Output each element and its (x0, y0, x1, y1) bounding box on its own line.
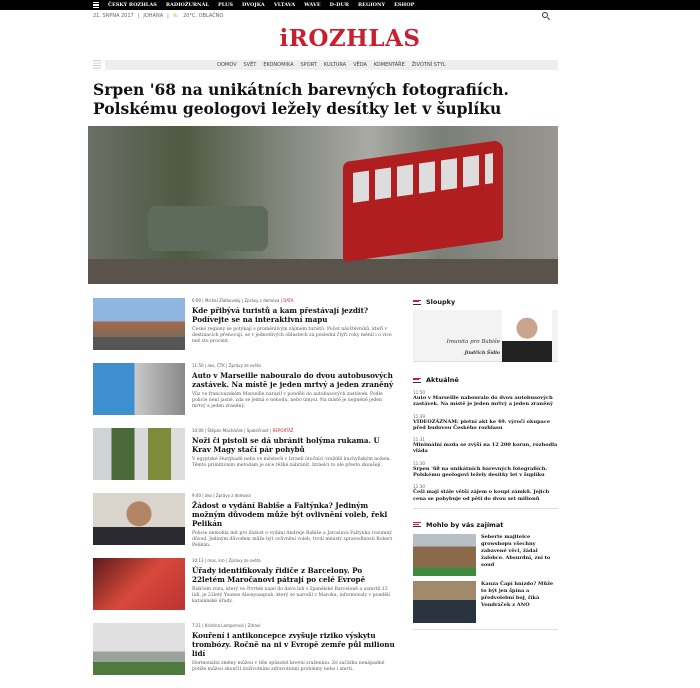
nav-menu-icon[interactable] (93, 60, 101, 70)
news-item[interactable]: 11:31 Minimální mzda se zvýší na 12 200 korun, rozhodla vláda (413, 437, 558, 455)
news-heading: Aktuálně (413, 376, 558, 384)
logo[interactable]: iROZHLAS (279, 25, 421, 52)
article-thumbnail[interactable] (93, 493, 185, 545)
nameday: JOHANA (143, 13, 164, 19)
article-title[interactable]: Noži či pistoli se dá ubránit holýma rukama. U Krav Magy stačí pár pohybů (192, 436, 380, 454)
article-thumbnail[interactable] (93, 558, 185, 610)
article-desc: Řidičem vozu, který ve čtvrtek najel do davu lidí v španělské Barceloně a usmrtil 13 lidí, je 22letý Younes Abouyaaqoub, který se narodil v Maroku, informovaly v pondělí katalánské úřady. (192, 587, 390, 605)
article-item[interactable]: 10:13 | mos, kro | Zprávy ze světa Úřady identifikovaly řidiče z Barcelony. Po 22letém Maročanovi pátrají po celé Evropě Řidičem vozu, který ve čtvrtek najel do davu lidí v španělské Barceloně a usmrtil 13 lidí, je 22letý Younes Abouyaaqoub, který se narodil v Maroku, informovaly v pondělí katalánské úřady. (93, 558, 396, 623)
article-tag[interactable]: DATA (283, 298, 294, 303)
news-item[interactable]: 11:30 Češi mají stále větší zájem o koupi zámků. Jejich cena se pohybuje od pěti do dvou set milionů (413, 484, 550, 502)
column-card[interactable] (413, 310, 558, 362)
article-item[interactable]: 6:00 | Michal Zlatkovský | Zprávy z domova | DATA Kde přibývá turistů a kam přestávají jezdit? Podívejte se na interaktivní mapu České regiony se potýkají s proměnlivým zájmem turistů. Počet návštěvníků, kteří v destinacích přenocují, se v jednotlivých oblastech za poslední čtyři roky měnil i o více než sto procent. (93, 298, 396, 363)
columns-heading: Sloupky (413, 298, 558, 306)
article-title[interactable]: Žádost o vydání Babiše a Faltýnka? Jediným možným důvodem může být ovlivnění voleb, řekl Pelikán (192, 501, 388, 528)
topbar-link[interactable]: ČESKÝ ROZHLAS (108, 2, 157, 8)
author-portrait (502, 310, 552, 362)
article-item[interactable]: 11:50 | aes, ČTK | Zprávy ze světa Auto v Marseille nabouralo do dvou autobusových zastávek. Na místě je jeden mrtvý a jeden zraněný Vůz ve francouzském Marseille narazil v pondělí do autobusových zastávek. Podle policie není jasné, zda se jedná o nehodu, nebo úmysl. Na místě je nejméně jeden mrtvý a jeden zraněný. (93, 363, 396, 428)
article-desc: Policie nemohla mít pro žádost o vydání Andreje Babiše a Jaroslava Faltýnka rozumný důvod. Jediným důvodem může být ovlivnění voleb, tvrdí ministr spravedlnosti Robert Pelikán. (192, 531, 393, 549)
article-item[interactable]: 7:21 | Kristina Lamperová | Zdraví Kouření i antikoncepce zvyšuje riziko výskytu trombózy. Ročně na ni v Evropě zemře půl milionu lidí Hormonální změny můžou v těle způsobit krevní sraženinu. Ze začátku nenápadné potíže můžou skončit doživotními zdravotními problémy nebo i smrtí. (93, 623, 396, 688)
article-author: ako (204, 493, 212, 498)
article-time: 10:13 (192, 558, 204, 563)
news-item[interactable]: 11:30 Srpen '68 na unikátních barevných fotografiích. Polskému geologovi ležely desítky let v šuplíku (413, 460, 548, 479)
article-time: 9:40 (192, 493, 201, 498)
interest-thumbnail[interactable] (413, 534, 476, 576)
article-thumbnail[interactable] (93, 623, 185, 675)
topbar-link[interactable]: REGIONY (358, 2, 386, 8)
article-author: aes, ČTK (207, 363, 225, 368)
menu-icon[interactable] (93, 2, 99, 8)
article-item[interactable]: 9:40 | ako | Zprávy z domova Žádost o vydání Babiše a Faltýnka? Jediným možným důvodem může být ovlivnění voleb, řekl Pelikán Policie nemohla mít pro žádost o vydání Andreje Babiše a Jaroslava Faltýnka rozumný důvod. Jediným důvodem může být ovlivnění voleb, tvrdí ministr spravedlnosti Robert Pelikán. (93, 493, 396, 558)
article-thumbnail[interactable] (93, 298, 185, 350)
article-desc: V egyptské Hurghadě nebo ve městech v Izraeli útočníci vraždili kuchyňským nožem. Těmto primitivním metodám je sice těžké zabránit. Izraelci to ale přesto zkoušejí. (192, 457, 391, 469)
date-row: 21. SRPNA 2017 | JOHANA | ⛅ 20°C, OBLAČNO (93, 13, 224, 19)
section-icon (413, 300, 421, 305)
article-section[interactable]: Zprávy z domova (215, 493, 251, 498)
main-nav (93, 60, 558, 70)
article-time: 11:50 (192, 363, 204, 368)
article-desc: Hormonální změny můžou v těle způsobit krevní sraženinu. Ze začátku nenápadné potíže můžou skončit doživotními zdravotními problémy nebo i smrtí. (192, 661, 385, 673)
nav-item[interactable]: ŽIVOTNÍ STYL (411, 62, 446, 68)
article-title[interactable]: Auto v Marseille nabouralo do dvou autobusových zastávek. Na místě je jeden mrtvý a jeden zraněný (192, 371, 394, 389)
interest-item[interactable]: Seberte majitelce growshopu všechny zabavené věci, žádal žalobce. Absurdní, zní to soud (413, 534, 558, 576)
topbar-link[interactable]: ESHOP (394, 2, 415, 8)
article-desc: Vůz ve francouzském Marseille narazil v pondělí do autobusových zastávek. Podle policie není jasné, zda se jedná o nehodu, nebo úmysl. Na místě je nejméně jeden mrtvý a jeden zraněný. (192, 392, 383, 410)
topbar-link[interactable]: PLUS (218, 2, 234, 8)
article-thumbnail[interactable] (93, 363, 185, 415)
article-author: Kristina Lamperová (204, 623, 244, 628)
divider (413, 508, 558, 509)
interest-heading: Mohlo by vás zajímat (413, 521, 558, 529)
headline[interactable]: Srpen '68 na unikátních barevných fotografiích. Polskému geologovi ležely desítky let v šuplíku (93, 80, 509, 118)
nav-item[interactable]: SPORT (300, 62, 317, 68)
article-time: 7:21 (192, 623, 201, 628)
topbar-link[interactable]: RADIOŽURNÁL (165, 2, 210, 8)
sidebar (413, 298, 558, 636)
article-list (93, 298, 396, 688)
search-icon[interactable] (542, 12, 548, 18)
weather-cloud-icon: ⛅ (172, 13, 180, 19)
article-section[interactable]: Zprávy z domova (244, 298, 280, 303)
topbar-link[interactable]: WAVE (304, 2, 321, 8)
topbar-link[interactable]: DVOJKA (242, 2, 265, 8)
news-item[interactable]: 11:50 Auto v Marseille nabouralo do dvou autobusových zastávek. Na místě je jeden mrtvý a jeden zraněný (413, 390, 553, 408)
nav-item[interactable]: DOMOV (217, 62, 237, 68)
top-bar (0, 0, 700, 10)
section-icon (413, 378, 421, 383)
topbar-link[interactable]: VLTAVA (273, 2, 296, 8)
interest-thumbnail[interactable] (413, 581, 476, 623)
column-author: Jindřich Šídlo (464, 351, 500, 356)
article-title[interactable]: Kouření i antikoncepce zvyšuje riziko výskytu trombózy. Ročně na ni v Evropě zemře půl milionu lidí (192, 631, 395, 658)
article-author: mos, kro (207, 558, 225, 563)
article-section[interactable]: Zprávy ze světa (228, 558, 261, 563)
article-time: 10:00 (192, 428, 204, 433)
article-title[interactable]: Úřady identifikovaly řidiče z Barcelony. Po 22letém Maročanovi pátrají po celé Evropě (192, 566, 366, 584)
date: 21. SRPNA 2017 (93, 13, 134, 19)
article-author: Michal Zlatkovský (204, 298, 241, 303)
article-item[interactable]: 10:00 | Štěpán Macháček | Společnost | REPORTÁŽ Noži či pistoli se dá ubránit holýma rukama. U Krav Magy stačí pár pohybů V egyptské Hurghadě nebo ve městech v Izraeli útočníci vraždili kuchyňským nožem. Těmto primitivním metodám je sice těžké zabránit. Izraelci to ale přesto zkoušejí. (93, 428, 396, 493)
interest-item[interactable]: Kauza Čapí hnízdo? Může to být jen špína a předvolební boj, říká Vondráček z ANO (413, 581, 558, 623)
column-title[interactable]: Imunita pro Babiše (446, 339, 500, 345)
divider (413, 629, 558, 630)
nav-item[interactable]: KOMENTÁŘE (373, 62, 405, 68)
nav-item[interactable]: VĚDA (353, 62, 367, 68)
article-tag[interactable]: REPORTÁŽ (272, 428, 294, 433)
article-desc: České regiony se potýkají s proměnlivým zájmem turistů. Počet návštěvníků, kteří v destinacích přenocují, se v jednotlivých oblastech za poslední čtyři roky měnil i o více než sto procent. (192, 327, 392, 345)
article-section[interactable]: Zdraví (247, 623, 261, 628)
topbar-link[interactable]: D-DUR (329, 2, 350, 8)
article-section[interactable]: Společnost (246, 428, 269, 433)
article-title[interactable]: Kde přibývá turistů a kam přestávají jezdit? Podívejte se na interaktivní mapu (192, 306, 369, 324)
tram-shape (343, 140, 503, 262)
news-item[interactable]: 11:39 VIDEOZÁZNAM: pietní akt ke 49. výročí okupace před budovou Českého rozhlasu (413, 413, 551, 431)
article-thumbnail[interactable] (93, 428, 185, 480)
nav-item[interactable]: KULTURA (323, 62, 347, 68)
weather: 20°C, OBLAČNO (183, 13, 224, 19)
article-section[interactable]: Zprávy ze světa (228, 363, 261, 368)
nav-item[interactable]: EKONOMIKA (263, 62, 294, 68)
article-author: Štěpán Macháček (207, 428, 243, 433)
nav-item[interactable]: SVĚT (243, 62, 257, 68)
tank-shape (148, 206, 268, 251)
article-time: 6:00 (192, 298, 201, 303)
hero-image[interactable] (88, 126, 558, 284)
section-icon (413, 522, 421, 527)
